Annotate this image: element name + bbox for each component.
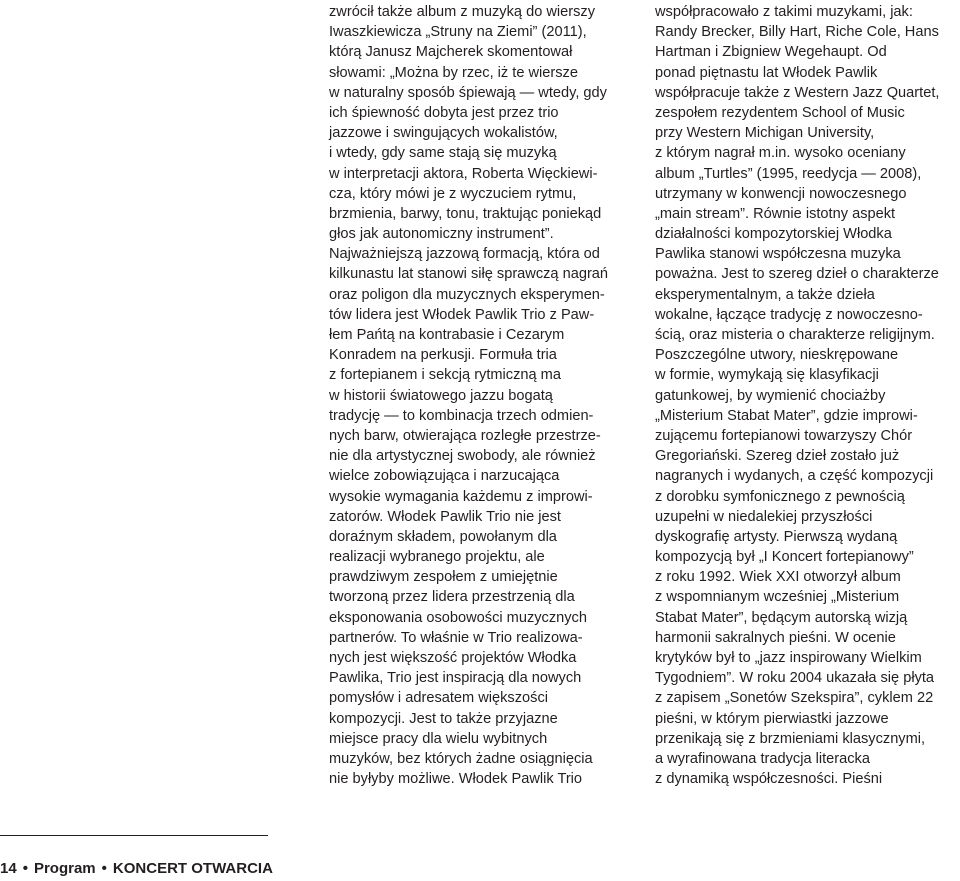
section-name: Program bbox=[33, 860, 96, 877]
text-line: miejsce pracy dla wielu wybitnych bbox=[329, 730, 548, 747]
text-line: z którym nagrał m.in. wysoko oceniany bbox=[655, 145, 906, 162]
text-line: oraz poligon dla muzycznych eksperymen- bbox=[329, 286, 605, 303]
text-line: nie dla artystycznej swobody, ale również bbox=[329, 448, 596, 465]
text-line: z roku 1992. Wiek XXI otworzył album bbox=[655, 569, 901, 586]
text-line: pomysłów i adresatem większości bbox=[329, 690, 548, 707]
footer-separator: • bbox=[101, 860, 107, 877]
text-line: w formie, wymykają się klasyfikacji bbox=[655, 367, 879, 384]
text-line: z dorobku symfonicznego z pewnością bbox=[655, 488, 905, 505]
text-line: głos jak autonomiczny instrument”. bbox=[329, 226, 554, 243]
footer-separator: • bbox=[22, 860, 28, 877]
text-line: w interpretacji aktora, Roberta Więckiewi- bbox=[329, 165, 598, 182]
text-line: „main stream”. Równie istotny aspekt bbox=[655, 205, 896, 222]
text-line: krytyków był to „jazz inspirowany Wielkim bbox=[655, 650, 922, 666]
text-line: doraźnym składem, powołanym dla bbox=[329, 528, 557, 545]
page-number: 14 bbox=[0, 860, 17, 877]
text-line: cza, który mówi je z wyczuciem rytmu, bbox=[329, 185, 577, 202]
footer-rule bbox=[0, 835, 268, 836]
text-line: Gregoriański. Szereg dzieł zostało już bbox=[655, 448, 900, 465]
text-line: zującemu fortepianowi towarzyszy Chór bbox=[655, 427, 913, 444]
text-line: tradycję — to kombinacja trzech odmien- bbox=[329, 407, 594, 424]
text-line: realizacji wybranego projektu, ale bbox=[329, 549, 545, 566]
text-line: dyskografię artysty. Pierwszą wydaną bbox=[655, 528, 898, 545]
text-line: uzupełni w niedalekiej przyszłości bbox=[655, 508, 873, 525]
text-line: Iwaszkiewicza „Struny na Ziemi” (2011), bbox=[329, 24, 587, 41]
text-line: pieśni, w którym pierwiastki jazzowe bbox=[655, 710, 889, 727]
article-column-right bbox=[655, 2, 955, 789]
text-line: kilkunastu lat stanowi siłę sprawczą nagrań bbox=[329, 266, 609, 283]
text-line: którą Janusz Majcherek skomentował bbox=[329, 44, 573, 61]
article-column-left bbox=[329, 2, 629, 789]
text-line: Tygodniem”. W roku 2004 ukazała się płyta bbox=[655, 670, 935, 687]
text-line: muzyków, bez których żadne osiągnięcia bbox=[329, 750, 593, 767]
text-line: Randy Brecker, Billy Hart, Riche Cole, Hans bbox=[655, 24, 939, 41]
text-line: poważna. Jest to szereg dzieł o charakterze bbox=[655, 266, 939, 283]
text-line: nych barw, otwierająca rozległe przestrze- bbox=[329, 427, 601, 444]
text-line: tworzoną przez lidera przestrzenią dla bbox=[329, 589, 575, 606]
text-line: harmonii sakralnych pieśni. W ocenie bbox=[655, 629, 896, 646]
text-line: a wyrafinowana tradycja literacka bbox=[655, 750, 870, 767]
text-line: Poszczególne utwory, nieskrępowane bbox=[655, 347, 899, 364]
text-line: wysokie wymagania każdemu z improwi- bbox=[329, 488, 593, 505]
text-line: z fortepianem i sekcją rytmiczną ma bbox=[329, 367, 561, 384]
page-footer bbox=[0, 835, 960, 881]
text-line: brzmienia, barwy, tonu, traktując poniekąd bbox=[329, 205, 602, 222]
text-line: współpracowało z takimi muzykami, jak: bbox=[655, 4, 913, 20]
text-line: eksponowania osobowości muzycznych bbox=[329, 609, 587, 626]
text-line: przenikają się z brzmieniami klasycznymi, bbox=[655, 730, 926, 747]
text-line: Pawlika stanowi współczesna muzyka bbox=[655, 246, 901, 263]
text-line: nych jest większość projektów Włodka bbox=[329, 650, 577, 666]
text-line: i wtedy, gdy same stają się muzyką bbox=[329, 145, 557, 162]
text-line: zatorów. Włodek Pawlik Trio nie jest bbox=[329, 508, 561, 525]
text-line: ponad piętnastu lat Włodek Pawlik bbox=[655, 64, 878, 81]
text-line: Konradem na perkusji. Formuła tria bbox=[329, 347, 557, 364]
text-line: zespołem rezydentem School of Music bbox=[655, 104, 905, 121]
text-line: wokalne, łączące tradycję z nowoczesno- bbox=[655, 306, 923, 323]
text-line: prawdziwym zespołem z umiejętnie bbox=[329, 569, 558, 586]
text-line: nagranych i wydanych, a część kompozycji bbox=[655, 468, 934, 485]
text-line: Pawlika, Trio jest inspiracją dla nowych bbox=[329, 670, 582, 687]
text-line: gatunkowej, by wymienić chociażby bbox=[655, 387, 886, 404]
text-line: kompozycją był „I Koncert fortepianowy” bbox=[655, 549, 914, 566]
text-line: zwrócił także album z muzyką do wierszy bbox=[329, 4, 596, 20]
text-line: Najważniejszą jazzową formacją, która od bbox=[329, 246, 600, 263]
text-line: jazzowe i swingujących wokalistów, bbox=[329, 125, 558, 142]
text-line: z zapisem „Sonetów Szekspira”, cyklem 22 bbox=[655, 690, 934, 707]
text-line: słowami: „Można by rzec, iż te wiersze bbox=[329, 64, 578, 81]
text-line: partnerów. To właśnie w Trio realizowa- bbox=[329, 629, 583, 646]
text-line: współpracuje także z Western Jazz Quartet, bbox=[655, 84, 940, 101]
event-name: KONCERT OTWARCIA bbox=[112, 860, 273, 877]
text-line: Hartman i Zbigniew Wegehaupt. Od bbox=[655, 44, 887, 61]
text-line: z dynamiką współczesności. Pieśni bbox=[655, 771, 883, 788]
text-line: „Misterium Stabat Mater”, gdzie improwi- bbox=[655, 407, 918, 424]
text-line: album „Turtles” (1995, reedycja — 2008), bbox=[655, 165, 922, 182]
text-line: łem Pańtą na kontrabasie i Cezarym bbox=[329, 327, 565, 343]
text-line: ich śpiewność dobyta jest przez trio bbox=[329, 104, 559, 121]
text-line: z wspomnianym wcześniej „Misterium bbox=[655, 589, 900, 606]
text-line: działalności kompozytorskiej Włodka bbox=[655, 226, 892, 243]
text-line: kompozycji. Jest to także przyjazne bbox=[329, 710, 558, 727]
text-line: przy Western Michigan University, bbox=[655, 125, 875, 142]
text-line: Stabat Mater”, będącym autorską wizją bbox=[655, 609, 908, 626]
footer-label bbox=[0, 860, 273, 878]
text-line: w naturalny sposób śpiewają — wtedy, gdy bbox=[329, 84, 607, 101]
text-line: ścią, oraz misteria o charakterze religijnym. bbox=[655, 327, 935, 343]
text-line: wielce zobowiązująca i narzucająca bbox=[329, 468, 560, 485]
text-line: tów lidera jest Włodek Pawlik Trio z Paw- bbox=[329, 306, 595, 323]
text-line: w historii światowego jazzu bogatą bbox=[329, 387, 553, 404]
text-line: eksperymentalnym, a także dzieła bbox=[655, 286, 875, 303]
text-line: nie byłyby możliwe. Włodek Pawlik Trio bbox=[329, 771, 583, 788]
text-line: utrzymany w konwencji nowoczesnego bbox=[655, 185, 907, 202]
